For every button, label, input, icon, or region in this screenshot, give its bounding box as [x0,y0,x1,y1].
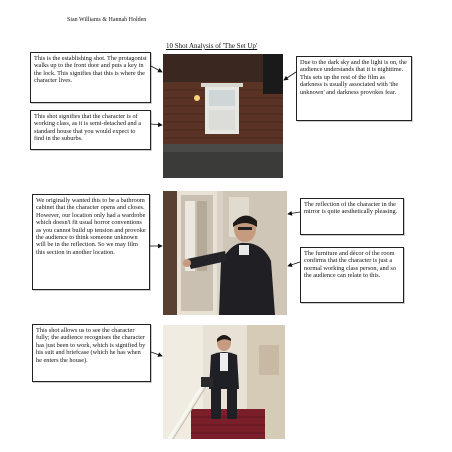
furniture-decor-note: The furniture and décor of the room confirms that the character is just a normal working class person, and so the audience can relate to this. [300,247,404,303]
document-title: 10 Shot Analysis of 'The Set Up' [166,42,258,50]
mirror-reflection-note: The reflection of the character in the mirror is quite aesthetically pleasing. [300,198,404,235]
character-fully-note: This shot allows us to see the character fully; the audience recognises the character has just been to work, which is signified by his suit and briefcase (which he has when he enters the house). [32,324,151,382]
bathroom-cabinet-note: We originally wanted this to be a bathroom cabinet that the character opens and closes. However, our location only had a wardrobe which doesn't fit usual horror conventions as you cannot build up tension and provoke the audience to think someone unknown will be in the reflection. So we may film this section in another location. [32,194,150,290]
arrow-dark-sky [284,72,296,80]
arrow-establishing [151,66,162,72]
establishing-shot-note: This is the establishing shot. The protagonist walks up to the front door and puts a key in the lock. This signifies that this is where the character lives. [30,52,151,103]
authors-line: Sian Williams & Hannah Holden [67,17,147,23]
arrow-reflection [288,212,300,214]
arrow-furniture [288,262,300,266]
arrow-working-class [151,124,162,125]
arrow-character-fully [151,352,162,356]
dark-sky-note: Due to the dark sky and the light is on, the audience understands that it is nighttime. This sets up the rest of the film as darkness is usually associated with 'the unknown' and darkness provokes fear. [296,56,412,121]
working-class-note: This shot signifies that the character is of working class, as it is semi-detached and a standard house that you would expect to find in the suburbs. [30,110,151,150]
